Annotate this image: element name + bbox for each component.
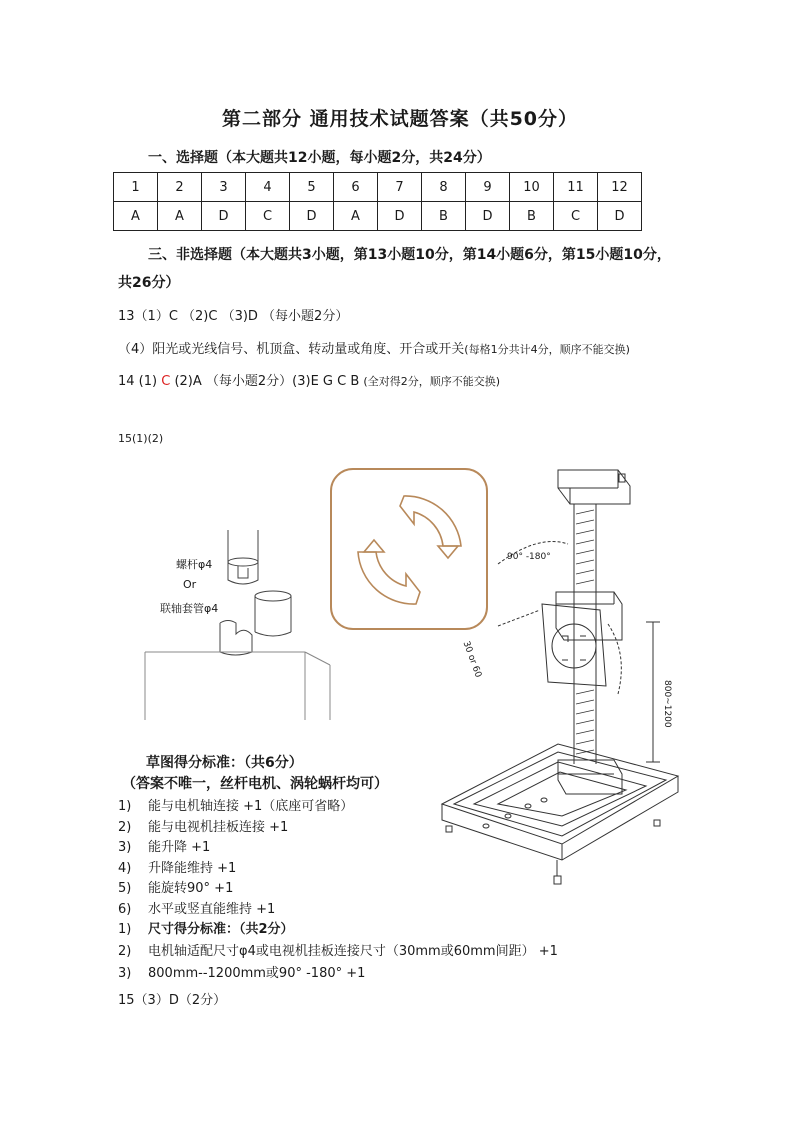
list-item-text: 800mm--1200mm或90° -180° +1	[148, 966, 366, 981]
list-item-text: 水平或竖直能维持 +1	[148, 901, 276, 917]
question-number-cell: 3	[202, 173, 246, 202]
list-item-text: 能与电机轴连接 +1（底座可省略）	[148, 799, 354, 814]
label-sleeve: 联轴套管φ4	[160, 602, 219, 615]
question-number-cell: 5	[290, 173, 334, 202]
q14-line	[118, 370, 500, 389]
list-item-number: 3)	[118, 840, 132, 855]
q14-prefix: 14 (1)	[118, 374, 158, 389]
q15-3-line: 15（3）D（2分）	[118, 993, 227, 1008]
label-height: 800~1200	[662, 680, 672, 728]
table-row-numbers	[114, 173, 642, 202]
question-number-cell: 6	[334, 173, 378, 202]
list-item-text: 升降能维持 +1	[148, 860, 237, 876]
list-item-number: 4)	[118, 860, 132, 876]
q13-line1: 13（1）C （2)C （3)D （每小题2分）	[118, 309, 349, 324]
q14-answer1: C	[161, 374, 171, 389]
question-number-cell: 1	[114, 173, 158, 202]
answer-cell: D	[378, 202, 422, 231]
list-item	[118, 962, 558, 984]
list-item	[118, 877, 353, 898]
question-number-cell: 8	[422, 173, 466, 202]
list-item	[118, 940, 558, 962]
answer-cell: D	[598, 202, 642, 231]
q14-middle: (2)A （每小题2分）(3)E G C B	[170, 374, 360, 389]
dimension-criteria-list	[118, 918, 558, 984]
label-angle: 90° -180°	[507, 552, 551, 562]
q13-line2	[118, 338, 630, 357]
tv-stand-drawing	[438, 464, 682, 894]
answer-cell: D	[466, 202, 510, 231]
list-item	[118, 795, 353, 816]
question-number-cell: 2	[158, 173, 202, 202]
label-spacing: 30 or 60	[460, 640, 483, 679]
list-item-number: 3)	[118, 966, 132, 981]
question-number-cell: 9	[466, 173, 510, 202]
list-item	[118, 857, 353, 878]
q13-line2-main: （4）阳光或光线信号、机顶盒、转动量或角度、开合或开关	[118, 342, 465, 357]
answer-cell: D	[202, 202, 246, 231]
answer-cell: A	[334, 202, 378, 231]
list-item-text: 尺寸得分标准：（共2分）	[148, 922, 294, 937]
sketch-note: （答案不唯一，丝杆电机、涡轮蜗杆均可）	[122, 776, 388, 792]
section3-heading-line1: 三、非选择题（本大题共3小题，第13小题10分，第14小题6分，第15小题10分，	[148, 247, 671, 263]
section3-heading-line2: 共26分）	[118, 275, 180, 291]
list-item	[118, 836, 353, 857]
q14-note: (全对得2分，顺序不能交换)	[363, 375, 500, 388]
list-item	[118, 918, 558, 940]
answer-cell: B	[510, 202, 554, 231]
list-item	[118, 816, 353, 837]
page-title: 第二部分 通用技术试题答案（共50分）	[221, 108, 579, 130]
list-item-text: 能升降 +1	[148, 840, 211, 855]
list-item-number: 2)	[118, 944, 132, 959]
list-item-number: 6)	[118, 901, 132, 917]
question-number-cell: 12	[598, 173, 642, 202]
question-number-cell: 11	[554, 173, 598, 202]
list-item-text: 电机轴适配尺寸φ4或电视机挂板连接尺寸（30mm或60mm间距） +1	[148, 944, 558, 959]
q13-line2-note: (每格1分共计4分，顺序不能交换)	[464, 343, 630, 356]
answer-cell: D	[290, 202, 334, 231]
question-number-cell: 7	[378, 173, 422, 202]
answer-table	[113, 172, 642, 231]
sketch-heading: 草图得分标准：（共6分）	[146, 755, 303, 771]
table-row-answers	[114, 202, 642, 231]
list-item-number: 2)	[118, 819, 132, 835]
coupling-sketch	[140, 530, 340, 720]
label-screw: 螺杆φ4	[176, 558, 213, 571]
answer-cell: A	[158, 202, 202, 231]
list-item-number: 5)	[118, 881, 132, 896]
list-item-number: 1)	[118, 922, 132, 937]
answer-cell: C	[246, 202, 290, 231]
list-item-text: 能旋转90° +1	[148, 881, 234, 896]
label-or: Or	[183, 578, 197, 591]
answer-cell: B	[422, 202, 466, 231]
sketch-criteria-list	[118, 795, 353, 918]
list-item	[118, 898, 353, 919]
answer-cell: C	[554, 202, 598, 231]
answer-cell: A	[114, 202, 158, 231]
list-item-number: 1)	[118, 799, 132, 814]
list-item-text: 能与电视机挂板连接 +1	[148, 819, 289, 835]
q15-label: 15(1)(2)	[118, 432, 164, 445]
question-number-cell: 4	[246, 173, 290, 202]
section1-heading: 一、选择题（本大题共12小题，每小题2分，共24分）	[148, 150, 491, 166]
question-number-cell: 10	[510, 173, 554, 202]
